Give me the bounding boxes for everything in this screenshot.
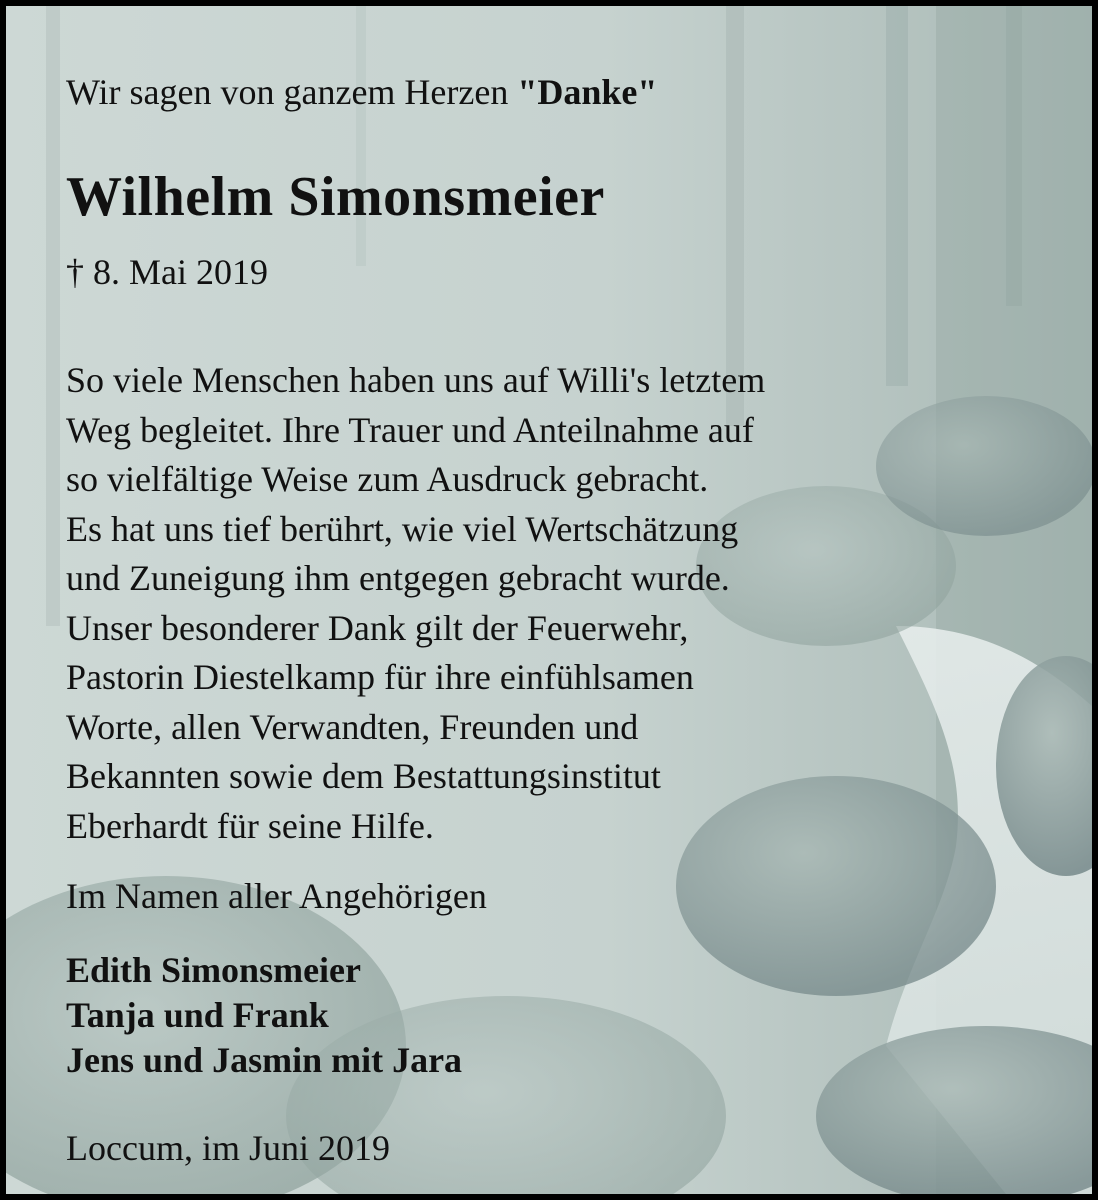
on-behalf-line: Im Namen aller Angehörigen [66,876,487,916]
message-line: und Zuneigung ihm entgegen gebracht wurde. [66,558,730,598]
message-line: Worte, allen Verwandten, Freunden und [66,706,639,747]
family-name: Tanja und Frank [66,995,329,1035]
family-name: Edith Simonsmeier [66,950,362,990]
message-line: Pastorin Diestelkamp für ihre einfühlsamen [66,657,694,697]
thank-you-message [66,356,765,851]
message-line: Weg begleitet. Ihre Trauer und Anteilnahme auf [66,409,754,450]
message-line: Bekannten sowie dem Bestattungsinstitut [66,756,661,796]
place-and-date: Loccum, im Juni 2019 [66,1128,390,1168]
family-name: Jens und Jasmin mit Jara [66,1040,463,1080]
family-names [66,948,462,1083]
death-date: † 8. Mai 2019 [66,252,268,292]
message-line: Es hat uns tief berührt, wie viel Wertschätzung [66,508,739,549]
message-line: Unser besonderer Dank gilt der Feuerwehr, [66,607,689,648]
deceased-name: Wilhelm Simonsmeier [66,166,605,228]
message-line: Eberhardt für seine Hilfe. [66,805,434,846]
message-line: so vielfältige Weise zum Ausdruck gebracht. [66,459,709,499]
intro-line [66,70,657,114]
message-line: So viele Menschen haben uns auf Willi's letztem [66,360,766,400]
intro-text: Wir sagen von ganzem Herzen [66,72,518,112]
notice-content [6,6,1092,1194]
intro-emphasis: "Danke" [517,72,658,112]
